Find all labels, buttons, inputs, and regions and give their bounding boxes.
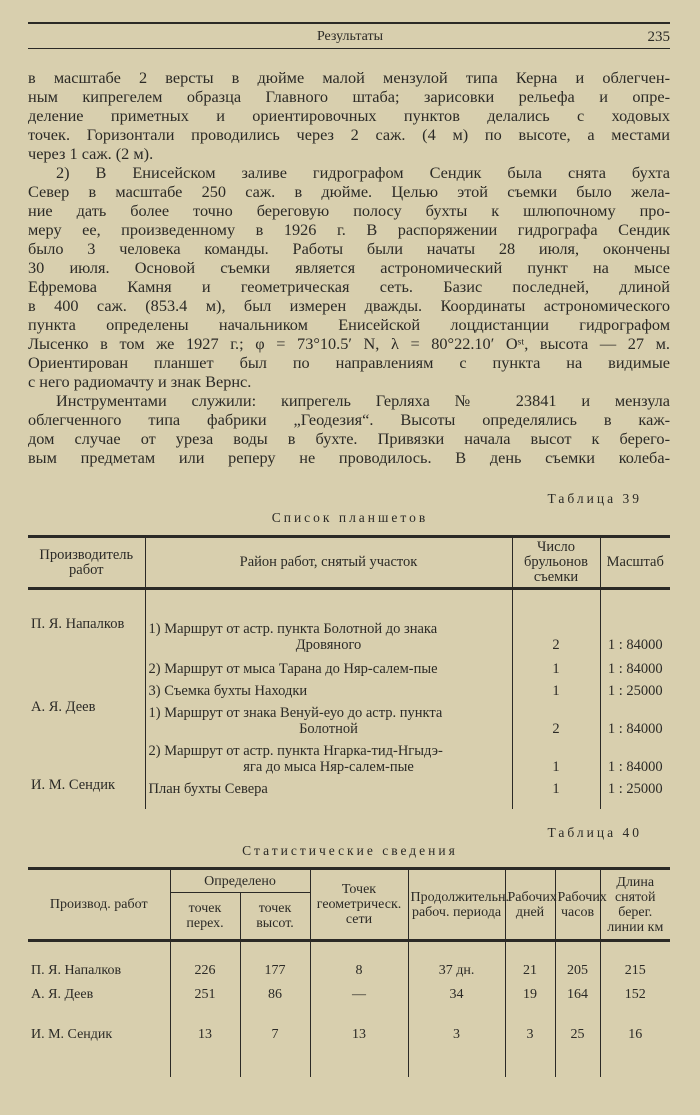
t40-length: 16 xyxy=(600,1003,670,1043)
text-line: точек. Горизонтали проводились через 2 саж. (4 м) по высоте, а местами xyxy=(28,125,670,144)
t40-header-cross: точек перех. xyxy=(170,893,240,941)
table-row xyxy=(28,775,670,797)
t39-person xyxy=(28,653,145,677)
header-top-rule xyxy=(28,22,670,24)
t39-scale: 1 : 25000 xyxy=(600,677,670,699)
text-line: вым предметам или реперу не проводилось. В день съемки колеба- xyxy=(28,448,670,467)
t40-days: 21 xyxy=(505,941,555,979)
table-row xyxy=(28,979,670,1003)
t39-area-line: Дровяного xyxy=(295,636,362,653)
t39-scale: 1 : 84000 xyxy=(600,737,670,775)
t39-area xyxy=(145,775,512,797)
page-number: 235 xyxy=(647,29,670,45)
table-row xyxy=(28,1003,670,1043)
t40-duration: 3 xyxy=(408,1003,505,1043)
t40-header-hours: Рабочих часов xyxy=(555,869,600,941)
t40-geo: — xyxy=(310,979,408,1003)
t40-header-duration: Продолжительн. рабоч. периода xyxy=(408,869,505,941)
t39-area xyxy=(145,677,512,699)
text-line: Ефремова Камня и геометрическая сеть. Базис последней, длиной xyxy=(28,277,670,296)
t39-count: 1 xyxy=(512,775,600,797)
text-line: 2) В Енисейском заливе гидрографом Сендик была снята бухта xyxy=(56,163,670,182)
t40-days: 3 xyxy=(505,1003,555,1043)
text-line: Север в масштабе 250 саж. в дюйме. Целью этой съемки было жела- xyxy=(28,182,670,201)
t39-header-count: Число брульонов съемки xyxy=(512,537,600,589)
table-row xyxy=(28,699,670,737)
t40-header-geo: Точек геометрическ. сети xyxy=(310,869,408,941)
t39-scale: 1 : 84000 xyxy=(600,699,670,737)
text-line: через 1 саж. (2 м). xyxy=(28,144,154,163)
t40-header-length: Длина снятой берег. линии км xyxy=(600,869,670,941)
table-row xyxy=(28,589,670,653)
t39-area-line: Болотной xyxy=(299,720,358,737)
t40-height: 7 xyxy=(240,1003,310,1043)
t39-area-line: 2) Маршрут от астр. пункта Нгарка-тид-Нгыдэ- xyxy=(148,742,443,759)
t39-area-line: яга до мыса Няр-салем-пые xyxy=(243,758,414,775)
body-text xyxy=(28,68,670,467)
t39-count: 2 xyxy=(512,589,600,653)
table39-title: Список планшетов xyxy=(271,510,429,525)
t40-length: 152 xyxy=(600,979,670,1003)
t40-person: П. Я. Напалков xyxy=(31,962,122,978)
text-line: с него радиомачту и знак Вернс. xyxy=(28,372,252,391)
t40-hours: 164 xyxy=(555,979,600,1003)
t39-area-line: 1) Маршрут от знака Венуй-еуо до астр. пункта xyxy=(148,704,443,721)
t39-person: И. М. Сендик xyxy=(31,776,116,793)
t39-count: 1 xyxy=(512,677,600,699)
t39-count: 2 xyxy=(512,699,600,737)
text-line: в масштабе 2 версты в дюйме малой мензулой типа Керна и облегчен- xyxy=(28,68,670,87)
table40-title: Статистические сведения xyxy=(242,843,458,858)
t40-geo: 13 xyxy=(310,1003,408,1043)
t39-area-line: 3) Съемка бухты Находки xyxy=(148,682,308,699)
t39-header-scale: Масштаб xyxy=(600,537,670,589)
t39-person: П. Я. Напалков xyxy=(31,616,125,632)
t39-header-area: Район работ, снятый участок xyxy=(145,537,512,589)
header-bottom-rule xyxy=(28,48,670,49)
text-line: ным кипрегелем образца Главного штаба; зарисовки рельефа и опре- xyxy=(28,87,670,106)
text-line: деление приметных и ориентировочных пунктов делались с ходовых xyxy=(28,106,670,125)
text-line: облегченного типа фабрики „Геодезия“. Высоты определялись в каж- xyxy=(28,410,670,429)
text-line: Лысенко в том же 1927 г.; φ = 73°10.5′ N, λ = 80°22.10′ Oˢᵗ, высота — 27 м. xyxy=(28,334,670,353)
table-row xyxy=(28,941,670,979)
t40-hours: 25 xyxy=(555,1003,600,1043)
t39-area xyxy=(145,589,512,653)
text-line: дом случае от уреза воды в бухте. Привязки начала высот к берего- xyxy=(28,429,670,448)
t39-scale: 1 : 84000 xyxy=(600,653,670,677)
table40-label: Таблица 40 xyxy=(547,825,642,840)
text-line: 30 июля. Основой съемки является астрономический пункт на мысе xyxy=(28,258,670,277)
t40-header-height: точек высот. xyxy=(240,893,310,941)
t40-length: 215 xyxy=(600,941,670,979)
running-header-title: Результаты xyxy=(316,29,384,44)
table39-label: Таблица 39 xyxy=(547,491,642,506)
t39-area-line: План бухты Севера xyxy=(148,780,268,797)
t40-duration: 37 дн. xyxy=(408,941,505,979)
text-line: ние дать более точно береговую полосу бухты к шлюпочному про- xyxy=(28,201,670,220)
t40-height: 86 xyxy=(240,979,310,1003)
t40-cross: 13 xyxy=(170,1003,240,1043)
text-line: в 400 саж. (853.4 м), был измерен дважды. Координаты астрономического xyxy=(28,296,670,315)
t39-area-line: 2) Маршрут от мыса Тарана до Няр-салем-пые xyxy=(148,660,438,677)
t40-duration: 34 xyxy=(408,979,505,1003)
t39-area-line: 1) Маршрут от астр. пункта Болотной до знака xyxy=(148,620,438,637)
table-row xyxy=(28,737,670,775)
t39-area xyxy=(145,699,512,737)
t39-area xyxy=(145,737,512,775)
text-line: меру ее, произведенному в 1926 г. В распоряжении гидрографа Сендик xyxy=(28,220,670,239)
text-line: Ориентирован планшет был по направлениям с пункта на видимые xyxy=(28,353,670,372)
t39-count: 1 xyxy=(512,653,600,677)
table-row xyxy=(28,653,670,677)
t40-header-person: Производ. работ xyxy=(28,869,170,941)
t40-header-determined: Определено xyxy=(170,869,310,893)
table-row xyxy=(28,677,670,699)
t40-person: А. Я. Деев xyxy=(31,986,94,1002)
t39-person: А. Я. Деев xyxy=(31,698,96,715)
t39-count: 1 xyxy=(512,737,600,775)
t40-height: 177 xyxy=(240,941,310,979)
t39-person xyxy=(28,677,145,699)
text-line: Инструментами служили: кипрегель Герляха № 23841 и мензула xyxy=(56,391,670,410)
t39-person xyxy=(28,737,145,775)
t39-scale: 1 : 84000 xyxy=(600,589,670,653)
t39-header-person: Производитель работ xyxy=(28,537,145,589)
t40-hours: 205 xyxy=(555,941,600,979)
t40-cross: 226 xyxy=(170,941,240,979)
t40-person: И. М. Сендик xyxy=(31,1026,113,1042)
t40-geo: 8 xyxy=(310,941,408,979)
t40-days: 19 xyxy=(505,979,555,1003)
text-line: пункта определены начальником Енисейской лоцдистанции гидрографом xyxy=(28,315,670,334)
t39-area xyxy=(145,653,512,677)
t40-cross: 251 xyxy=(170,979,240,1003)
t39-scale: 1 : 25000 xyxy=(600,775,670,797)
t40-header-days: Рабочих дней xyxy=(505,869,555,941)
table40 xyxy=(28,867,670,1077)
table39 xyxy=(28,535,670,809)
text-line: было 3 человека команды. Работы были начаты 28 июля, окончены xyxy=(28,239,670,258)
